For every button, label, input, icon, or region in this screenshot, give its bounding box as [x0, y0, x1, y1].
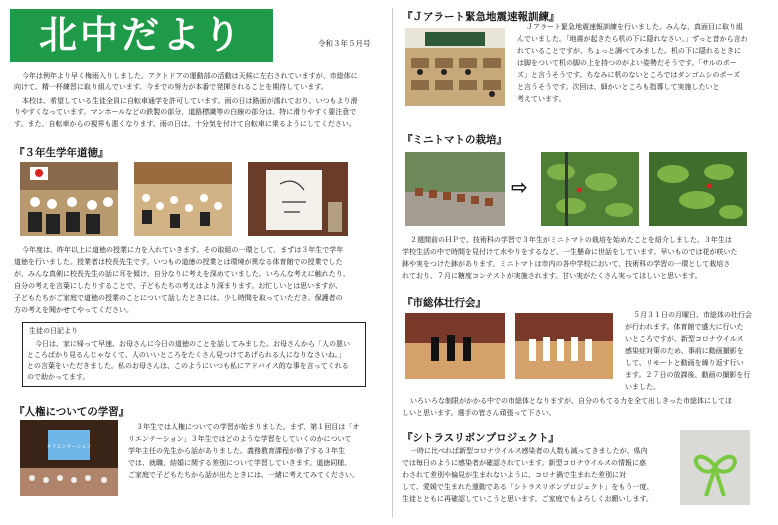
- ribbon-line: 生徒とともに再確認していこうと思います。ご家庭でもよろしくお願いします。: [402, 495, 653, 503]
- rally-side-line: いところですが、新型コロナウイルス: [625, 335, 744, 343]
- intro-line: す。また、自転車からの視界も悪くなります。雨の日は、十分気を付けて自転車に乗るようにしてください。: [14, 120, 356, 128]
- jalert-line: Ｊアラート緊急地震速報訓練を行いました。みんな、真面目に取り組: [526, 23, 743, 31]
- human-line: ご家庭で子どもたちから話が出たときには、一緒に考えてみてください。: [128, 471, 359, 479]
- diary-line: との言葉をいただきました。私のお母さんは、このようにいつも私にアドバイス的な事を言ってくれる: [27, 362, 349, 370]
- column-divider: [392, 8, 393, 518]
- tomato-line: 鉢や実をつけた鉢があります。ミニトマトは市内の各中学校において、技術科の学習の一環として栽培さ: [402, 260, 731, 268]
- masthead-title: 北中だより: [38, 13, 244, 57]
- jalert-line: と言うそうです。次回は、細かいところも指導して実施したいと: [517, 83, 720, 91]
- tomato-photo-3: [649, 152, 747, 226]
- intro-line: 向けて、精一杯練習に取り組んでいます。今までの努力が本番で発揮されることを期待しています。: [14, 83, 328, 91]
- tomato-photo-2: [541, 152, 639, 226]
- diary-line: 今日は、家に帰って早速、お母さんに今日の道徳のことを話してみました。お母さんから「人の悪い: [35, 340, 350, 348]
- jalert-line: れていることですが、ちょっと調べてみました。机の下に隠れるときに: [517, 47, 741, 55]
- moral-line: 自分の考えを言葉にしたりすることで、子どもたちの考えはより深まります。お忙しいとは思いますが、: [14, 282, 343, 290]
- human-line: ３年生では人権についての学習が始まりました。まず、第１回目は「オ: [136, 423, 360, 431]
- moral-line: 方の考えを聞かせてやってください。: [14, 306, 133, 314]
- diary-box: [22, 322, 366, 387]
- tomato-line: ２週間前のＨＰで、技術科の学習で３年生がミニトマトの栽培を始めたことを紹介しました。３年生は: [410, 236, 732, 244]
- rally-side-line: して、リモートと動画を繰り返す行い: [625, 359, 744, 367]
- tomato-line: れており、７月に糖度コンテストが実施されます。甘い実がたくさん実ってほしいと思います。: [402, 272, 702, 280]
- rally-line: しいと思います。選手の皆さん頑張って下さい。: [402, 409, 556, 417]
- human-rights-heading: 『人権についての学習』: [14, 406, 130, 418]
- rally-side-line: が行われます。体育館で盛大に行いた: [625, 323, 744, 331]
- moral-line: が、みんな真剣に校長先生の話に耳を傾け、自分なりに考えを深めていました。いろんな考えに触れたり、: [14, 270, 350, 278]
- human-rights-photo: [20, 420, 118, 496]
- jalert-line: んでいました。「地震が起きたら机の下に隠れなさい。」ずっと昔から言わ: [517, 35, 748, 43]
- ribbon-line: わされて差別や偏見が生まれないように、コロナ禍で生まれた差別に対: [402, 471, 626, 479]
- jalert-photo: [405, 28, 505, 106]
- rally-line: いろいろな制限がかかる中での市総体となりますが、自分のもてる力を全て出しきった市総体にしてほ: [410, 397, 732, 405]
- rally-heading: 『市総体壮行会』: [402, 297, 486, 309]
- diary-title: 生徒の日記より: [29, 327, 78, 335]
- moral-photo-1: [20, 162, 118, 236]
- tomato-photo-1: [405, 152, 505, 226]
- jalert-line: 考えています。: [517, 95, 566, 103]
- ribbon-heading: 『シトラスリボンプロジェクト』: [402, 432, 559, 444]
- human-line: では、就職、結婚に関する差別について学習していきます。道徳同様、: [128, 459, 352, 467]
- diary-line: ので助かってます。: [27, 373, 90, 381]
- jalert-line: は脚をついて机の脚の上を持つのがよい姿勢だそうです。「サルのポー: [517, 59, 737, 67]
- arrow-icon: ⇨: [511, 175, 528, 199]
- slide-text: オリエンテーション: [46, 444, 92, 450]
- intro-line: 本校は、希望している生徒全員に自転車通学を許可しています。雨の日は路面が濡れており、いつもより滑: [22, 97, 358, 105]
- diary-line: ところばかり見るんじゃなくて、人のいいところをたくさん見つけてあげられる人になりなさいね。」: [27, 351, 346, 359]
- human-line: 学年主任の先生から話がありました。義務教育課程が修了する３年生: [128, 447, 345, 455]
- tomato-line: 学校生活の中で時間を見付けて水やりをするなど、一生懸命に世話をしています。早いものでは花が咲いた: [402, 248, 738, 256]
- jalert-heading: 『Ｊアラート緊急地震速報訓練』: [402, 11, 560, 23]
- ribbon-line: では毎日のように感染者が確認されています。新型コロナウイルスの情報に惑: [402, 459, 647, 467]
- rally-side-line: いました。: [625, 383, 660, 391]
- ribbon-line: して、愛媛で生まれた運動である「シトラスリボンプロジェクト」をもう一度、: [402, 483, 654, 491]
- moral-line: 道徳を行いました。授業者は校長先生です。いつもの道徳の授業とは環境が異なる体育館での授業でした: [14, 258, 343, 266]
- moral-heading: 『３年生学年道徳』: [14, 147, 109, 159]
- human-line: リエンテーション」３年生ではどのような学習をしていくのかについて: [128, 435, 352, 443]
- intro-line: りやすくなっています。マンホールなどの鉄製の部分、道路標識等の白線の部分は、特に滑りやすく要注意で: [14, 108, 357, 116]
- tomato-heading: 『ミニトマトの栽培』: [402, 134, 507, 146]
- rally-side-line: ５月３１日の月曜日、市総体の壮行会: [633, 311, 752, 319]
- masthead: [10, 9, 273, 62]
- moral-line: 子どもたちがご家庭で道徳の授業のことについて話したときには、少し時間を取っていただき、保護者の: [14, 294, 343, 302]
- issue-date: 令和３年５月号: [318, 39, 371, 48]
- rally-photo-2: [515, 313, 613, 379]
- citrus-ribbon-photo: [680, 430, 750, 505]
- jalert-line: ズ」と言うそうです。ちなみに机のないところではダンゴムシのポーズ: [517, 71, 741, 79]
- moral-photo-3: [248, 162, 348, 236]
- moral-photo-2: [134, 162, 232, 236]
- intro-line: 今年は例年より早く梅雨入りしました。アクトドアの運動部の活動は天候に左右されていますが、市総体に: [22, 72, 358, 80]
- moral-line: 今年度は、昨年以上に道徳の授業に力を入れていきます。その取組の一環として、まずは３年生で学年: [22, 246, 344, 254]
- rally-side-line: 感染症対策のため、事前に動画撮影を: [625, 347, 744, 355]
- rally-photo-1: [405, 313, 505, 379]
- rally-side-line: ます。２７日の放課後、動画の撮影を行: [625, 371, 751, 379]
- ribbon-line: 一時に比べれば新型コロナウイルス感染者の人数も減ってきましたが、県内: [410, 447, 648, 455]
